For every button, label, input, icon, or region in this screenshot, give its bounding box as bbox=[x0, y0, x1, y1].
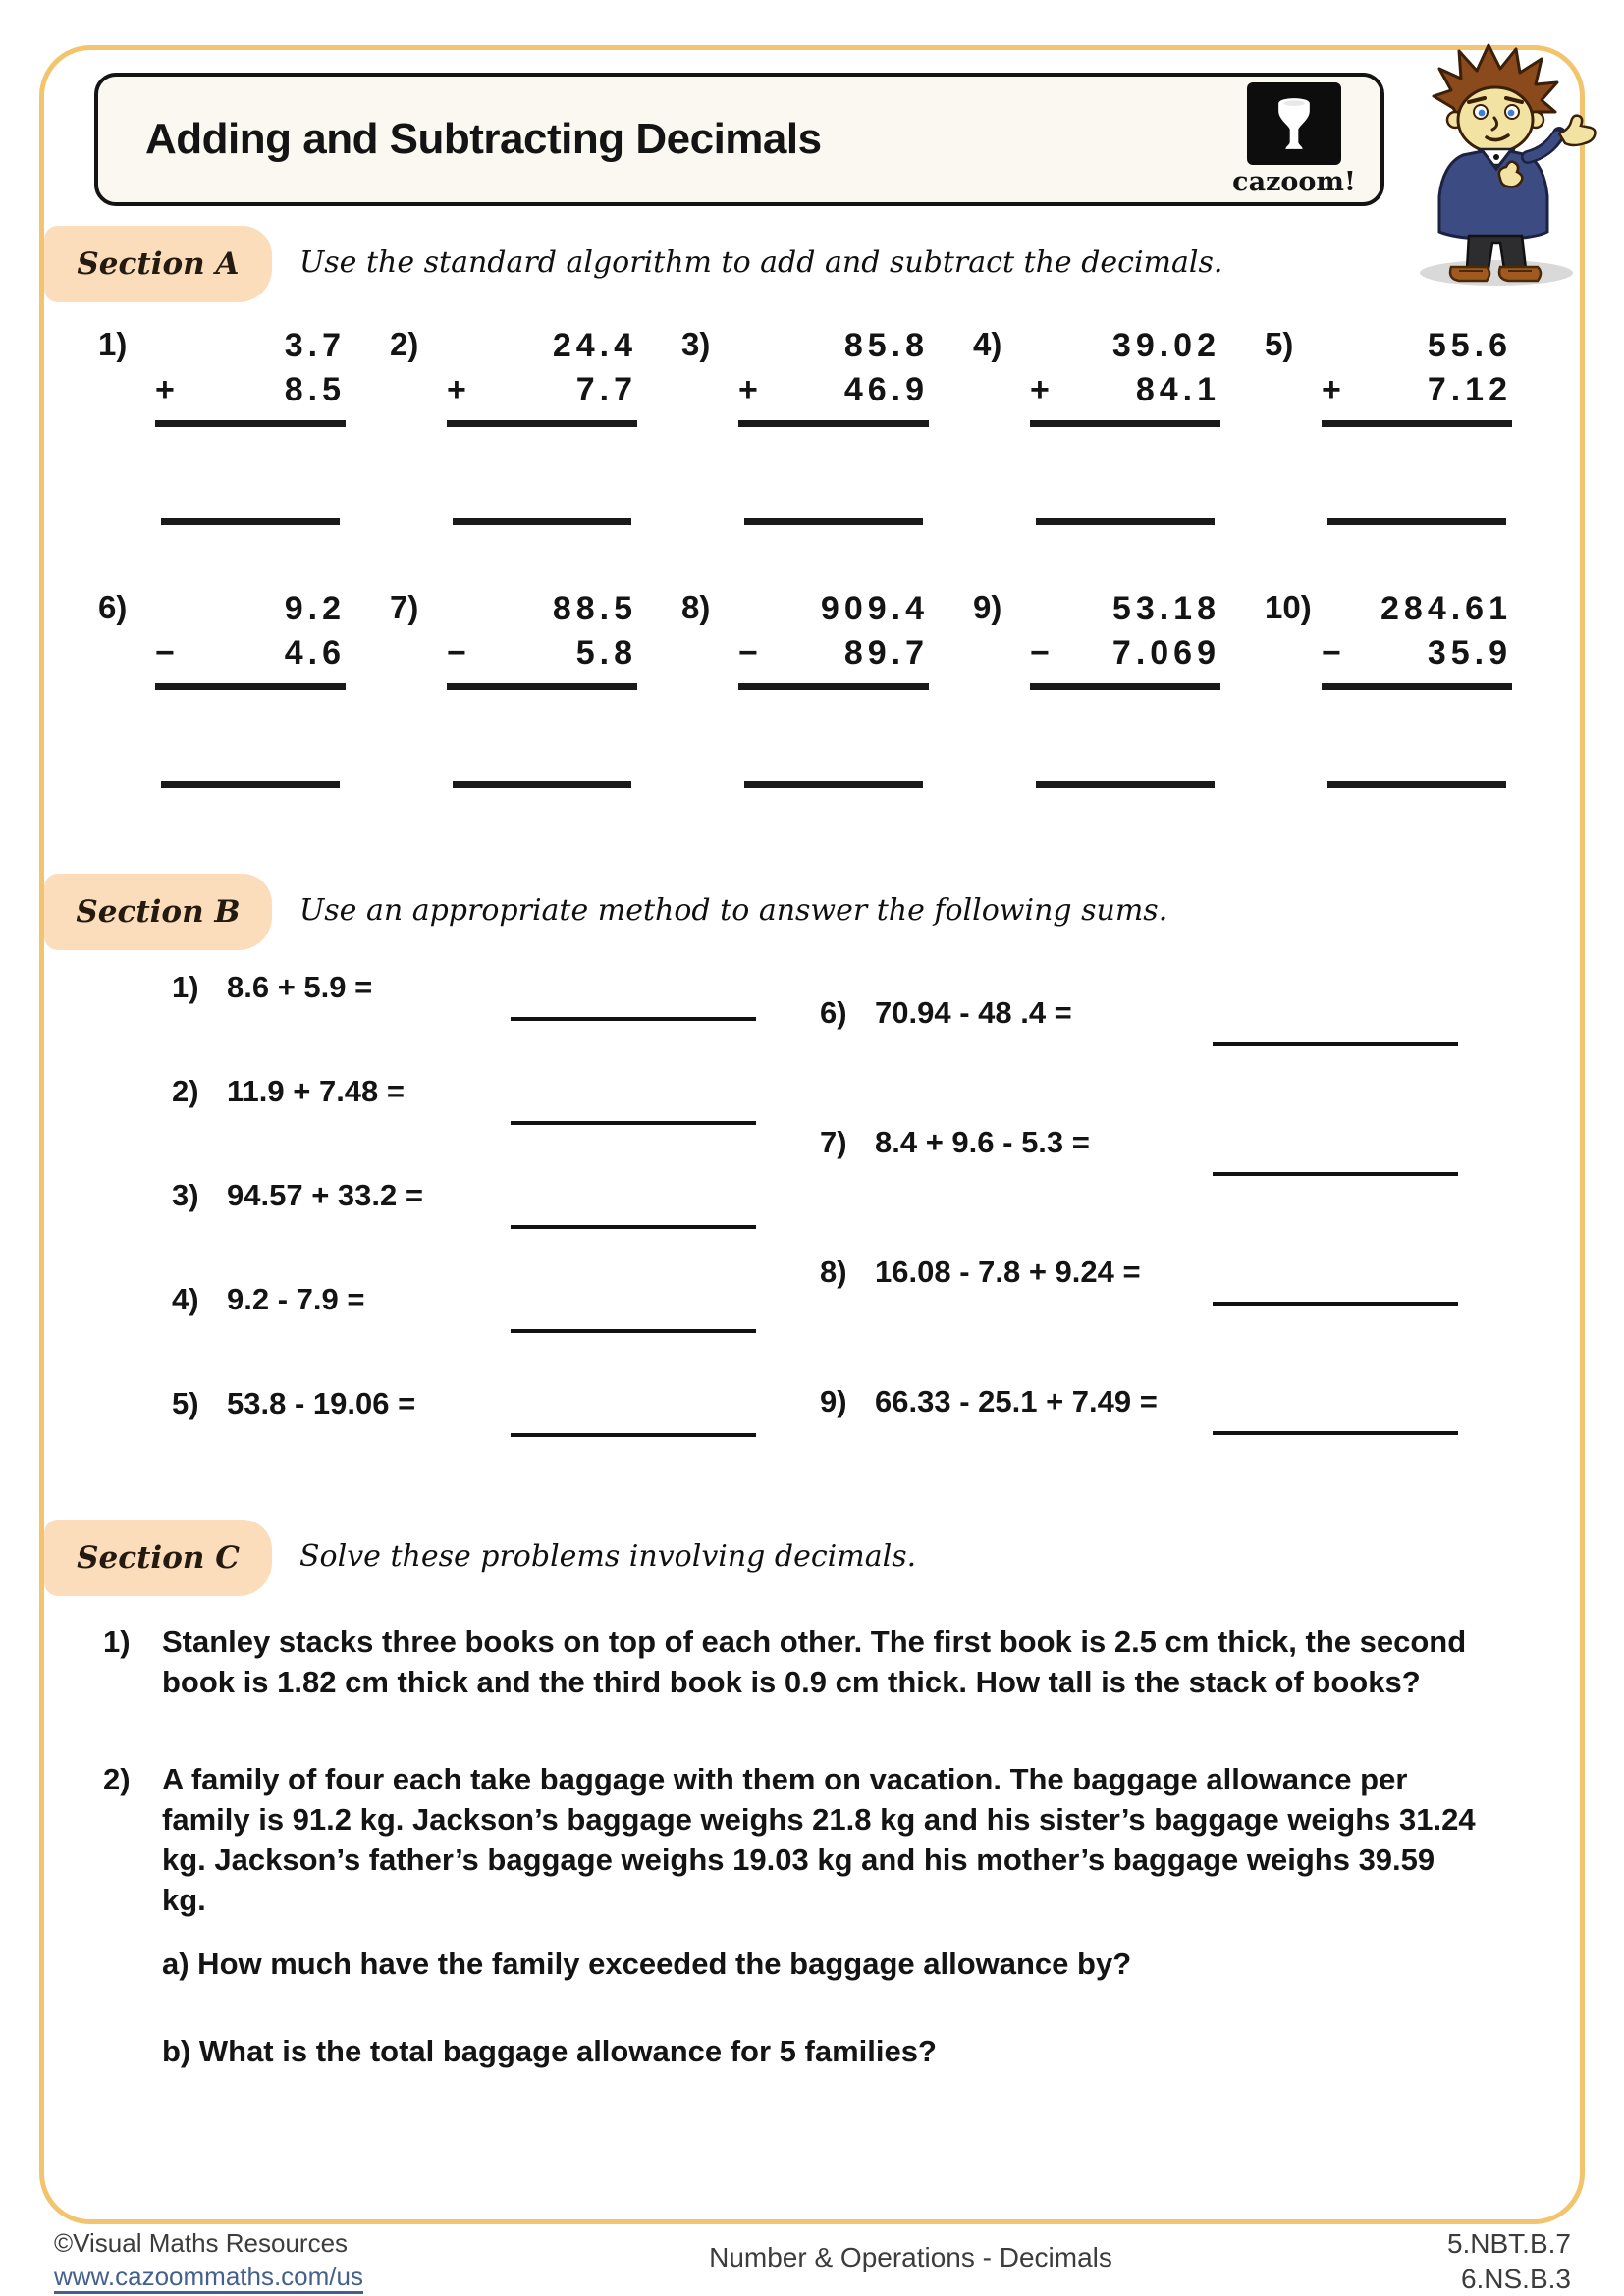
footer-copyright: ©Visual Maths Resources bbox=[54, 2228, 349, 2258]
top-operand: 9.2 bbox=[284, 590, 346, 627]
answer-line bbox=[161, 781, 340, 788]
page-footer bbox=[54, 2226, 1571, 2296]
answer-line bbox=[453, 781, 631, 788]
operator: − bbox=[447, 634, 471, 671]
column-problem bbox=[390, 324, 637, 525]
problem-number: 1) bbox=[103, 1625, 131, 1659]
sum-line bbox=[155, 420, 346, 427]
top-operand: 3.7 bbox=[284, 327, 346, 364]
sum-expression: 11.9 + 7.48 = bbox=[227, 1074, 406, 1108]
sum-expression: 66.33 - 25.1 + 7.49 = bbox=[875, 1384, 1158, 1418]
drum-icon bbox=[1247, 82, 1341, 165]
sum-item bbox=[172, 1282, 756, 1317]
section-a-label: Section A bbox=[77, 246, 240, 282]
answer-line bbox=[1036, 781, 1215, 788]
section-b-label: Section B bbox=[76, 894, 241, 930]
sum-line bbox=[1322, 683, 1512, 690]
brand-text: cazoom! bbox=[1232, 167, 1356, 197]
bottom-operand: 8.5 bbox=[284, 371, 346, 408]
sum-expression: 9.2 - 7.9 = bbox=[227, 1282, 365, 1316]
section-c-label: Section C bbox=[77, 1540, 240, 1575]
bottom-operand: 35.9 bbox=[1427, 634, 1512, 671]
sum-line bbox=[738, 683, 929, 690]
sums-left-column bbox=[172, 970, 756, 1514]
sum-item bbox=[172, 1074, 756, 1109]
sub-question-a: a) How much have the family exceeded the baggage allowance by? bbox=[162, 1947, 1132, 1981]
footer-category: Number & Operations - Decimals bbox=[709, 2242, 1112, 2272]
column-problem bbox=[98, 587, 346, 788]
answer-line bbox=[161, 518, 340, 525]
top-operand: 55.6 bbox=[1427, 327, 1512, 364]
top-operand: 39.02 bbox=[1111, 327, 1220, 364]
sum-item bbox=[820, 1125, 1458, 1160]
problem-number: 5) bbox=[172, 1386, 199, 1420]
bottom-operand: 7.12 bbox=[1427, 371, 1512, 408]
sum-expression: 8.4 + 9.6 - 5.3 = bbox=[875, 1125, 1090, 1159]
operator: − bbox=[1322, 634, 1346, 671]
operator: + bbox=[447, 371, 471, 408]
sum-item bbox=[820, 995, 1458, 1031]
sum-line bbox=[447, 420, 637, 427]
bottom-operand: 7.069 bbox=[1111, 634, 1220, 671]
answer-blank bbox=[511, 1433, 756, 1437]
problem-number: 4) bbox=[172, 1282, 199, 1316]
column-problem bbox=[390, 587, 637, 788]
answer-blank bbox=[1213, 1431, 1458, 1435]
sum-item bbox=[172, 1386, 756, 1421]
sum-line bbox=[1030, 420, 1220, 427]
top-operand: 909.4 bbox=[820, 590, 929, 627]
operator: − bbox=[1030, 634, 1055, 671]
section-c-badge bbox=[44, 1520, 272, 1596]
problem-number: 6) bbox=[820, 995, 847, 1030]
column-problem bbox=[681, 587, 929, 788]
problem-number: 1) bbox=[172, 970, 199, 1004]
column-problem bbox=[1265, 324, 1512, 525]
problem-number: 8) bbox=[820, 1255, 847, 1289]
footer-link[interactable]: www.cazoommaths.com/us bbox=[54, 2262, 363, 2294]
operator: + bbox=[155, 371, 180, 408]
answer-blank bbox=[1213, 1042, 1458, 1046]
bottom-operand: 46.9 bbox=[843, 371, 929, 408]
section-a-row-1 bbox=[98, 324, 1512, 525]
sub-question-b: b) What is the total baggage allowance for 5 families? bbox=[162, 2034, 937, 2068]
answer-line bbox=[744, 781, 923, 788]
answer-line bbox=[453, 518, 631, 525]
answer-line bbox=[1327, 518, 1506, 525]
sum-expression: 8.6 + 5.9 = bbox=[227, 970, 373, 1004]
answer-blank bbox=[511, 1329, 756, 1333]
answer-blank bbox=[511, 1121, 756, 1125]
problem-number: 6) bbox=[98, 589, 128, 625]
problem-number: 10) bbox=[1265, 589, 1312, 625]
top-operand: 53.18 bbox=[1111, 590, 1220, 627]
bottom-operand: 4.6 bbox=[284, 634, 346, 671]
sum-item bbox=[172, 1178, 756, 1213]
problem-number: 7) bbox=[390, 589, 419, 625]
answer-line bbox=[1036, 518, 1215, 525]
answer-blank bbox=[1213, 1172, 1458, 1176]
problem-number: 7) bbox=[820, 1125, 847, 1159]
answer-line bbox=[744, 518, 923, 525]
answer-blank bbox=[511, 1225, 756, 1229]
column-problem bbox=[973, 324, 1220, 525]
column-problem bbox=[1265, 587, 1512, 788]
cazoom-logo bbox=[1225, 82, 1363, 198]
problem-number: 5) bbox=[1265, 326, 1294, 362]
section-b-badge bbox=[44, 874, 272, 950]
sum-item bbox=[820, 1384, 1458, 1419]
bottom-operand: 84.1 bbox=[1135, 371, 1220, 408]
answer-line bbox=[1327, 781, 1506, 788]
problem-number: 9) bbox=[973, 589, 1002, 625]
sum-line bbox=[447, 683, 637, 690]
column-problem bbox=[973, 587, 1220, 788]
column-problem bbox=[98, 324, 346, 525]
footer-standard-2: 6.NS.B.3 bbox=[1460, 2264, 1571, 2294]
sum-expression: 16.08 - 7.8 + 9.24 = bbox=[875, 1255, 1141, 1289]
word-problem-1 bbox=[103, 1622, 1486, 1702]
sum-item bbox=[172, 970, 756, 1005]
top-operand: 284.61 bbox=[1380, 590, 1512, 627]
section-a-instruction: Use the standard algorithm to add and subtract the decimals. bbox=[299, 245, 1223, 280]
problem-number: 2) bbox=[390, 326, 419, 362]
problem-number: 9) bbox=[820, 1384, 847, 1418]
operator: − bbox=[155, 634, 180, 671]
problem-number: 2) bbox=[172, 1074, 199, 1108]
sum-line bbox=[1030, 683, 1220, 690]
sum-line bbox=[738, 420, 929, 427]
problem-number: 3) bbox=[172, 1178, 199, 1212]
answer-blank bbox=[1213, 1302, 1458, 1306]
problem-text: A family of four each take baggage with them on vacation. The baggage allowance per family is 91.2 kg. Jackson’s baggage weighs 21.8 kg and his sister’s baggage weighs 31.24 kg. Jackson’s father’s baggage weighs 19.03 kg and his mother’s baggage weighs 39.59 kg. bbox=[162, 1762, 1476, 1917]
column-problem bbox=[681, 324, 929, 525]
section-b-sums bbox=[172, 970, 1532, 1514]
footer-standard-1: 5.NBT.B.7 bbox=[1446, 2228, 1571, 2259]
sum-line bbox=[155, 683, 346, 690]
problem-number: 8) bbox=[681, 589, 711, 625]
sums-right-column bbox=[756, 970, 1532, 1514]
operator: − bbox=[738, 634, 763, 671]
bottom-operand: 5.8 bbox=[575, 634, 637, 671]
sum-expression: 53.8 - 19.06 = bbox=[227, 1386, 416, 1420]
problem-number: 2) bbox=[103, 1762, 131, 1796]
section-c-instruction: Solve these problems involving decimals. bbox=[299, 1539, 917, 1574]
sum-expression: 70.94 - 48 .4 = bbox=[875, 995, 1072, 1030]
top-operand: 85.8 bbox=[843, 327, 929, 364]
sum-item bbox=[820, 1255, 1458, 1290]
problem-number: 1) bbox=[98, 326, 128, 362]
operator: + bbox=[1030, 371, 1055, 408]
page-title: Adding and Subtracting Decimals bbox=[145, 115, 822, 163]
sum-expression: 94.57 + 33.2 = bbox=[227, 1178, 423, 1212]
operator: + bbox=[1322, 371, 1346, 408]
bottom-operand: 89.7 bbox=[843, 634, 929, 671]
answer-blank bbox=[511, 1017, 756, 1021]
section-a-badge bbox=[44, 226, 272, 302]
problem-number: 3) bbox=[681, 326, 711, 362]
section-b-instruction: Use an appropriate method to answer the following sums. bbox=[299, 893, 1168, 928]
top-operand: 24.4 bbox=[552, 327, 637, 364]
title-box bbox=[94, 73, 1384, 206]
top-operand: 88.5 bbox=[552, 590, 637, 627]
bottom-operand: 7.7 bbox=[575, 371, 637, 408]
section-a-row-2 bbox=[98, 587, 1512, 788]
sum-line bbox=[1322, 420, 1512, 427]
section-c-problems bbox=[103, 1622, 1486, 2128]
word-problem-2 bbox=[103, 1759, 1486, 2071]
problem-number: 4) bbox=[973, 326, 1002, 362]
mascot-boy-illustration bbox=[1390, 39, 1606, 294]
problem-text: Stanley stacks three books on top of each other. The first book is 2.5 cm thick, the second book is 1.82 cm thick and the third book is 0.9 cm thick. How tall is the stack of books? bbox=[162, 1625, 1467, 1699]
operator: + bbox=[738, 371, 763, 408]
